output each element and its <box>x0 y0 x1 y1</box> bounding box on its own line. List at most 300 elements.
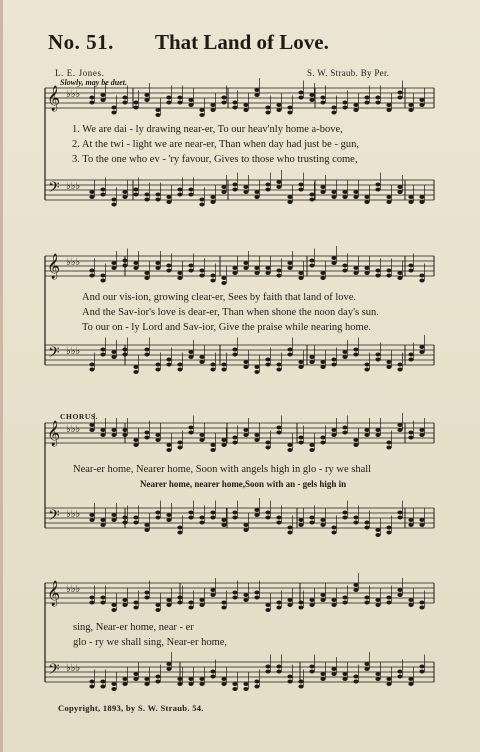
system-1-bass-note <box>177 193 182 197</box>
system-4-bass-note <box>375 677 380 681</box>
system-4-treble-note <box>342 596 347 600</box>
system-4-treble-note <box>221 601 226 605</box>
tempo-marking: Slowly, may be duet. <box>60 78 128 87</box>
system-4-bass-note <box>221 677 226 681</box>
system-3-bass-note <box>232 511 237 515</box>
system-3-bass-note <box>419 518 424 522</box>
system-4-treble-note <box>265 608 270 612</box>
system-1-treble-clef: 𝄞 <box>47 86 61 111</box>
system-2-bass-note <box>188 350 193 354</box>
system-3-treble-note <box>111 433 116 437</box>
system-3-bass-note <box>89 513 94 517</box>
system-4-treble-clef: 𝄞 <box>47 581 61 606</box>
system-3-treble-note <box>254 438 259 442</box>
system-1-treble-note <box>199 113 204 117</box>
system-1-bass-note <box>133 188 138 192</box>
system-1-bass-note <box>397 190 402 194</box>
system-2-treble-note <box>419 279 424 283</box>
system-3-bass-note <box>254 513 259 517</box>
system-4-treble-note <box>397 593 402 597</box>
system-2-bass-note <box>386 365 391 369</box>
system-3-treble-note <box>133 438 138 442</box>
system-1-treble-note <box>155 113 160 117</box>
system-2-treble-note <box>199 269 204 273</box>
system-3-bass-note <box>144 528 149 532</box>
system-3-treble-note <box>364 428 369 432</box>
system-4-bass-note <box>243 682 248 686</box>
system-3-bass-note <box>221 518 226 522</box>
system-3-treble-note <box>419 428 424 432</box>
system-3-bass-note <box>342 511 347 515</box>
system-2-bass-note <box>265 363 270 367</box>
system-2-treble-note <box>397 276 402 280</box>
system-4-bass-note <box>254 685 259 689</box>
system-4-treble-note <box>331 598 336 602</box>
system-3-bass-note <box>111 518 116 522</box>
system-3-bass-note <box>100 523 105 527</box>
chorus-label: CHORUS. <box>60 412 99 421</box>
system-4-bass-note <box>408 682 413 686</box>
system-1-treble-note <box>331 106 336 110</box>
system-1-bass-note <box>254 190 259 194</box>
system-3-treble-note <box>199 438 204 442</box>
system-3-treble-note <box>210 443 215 447</box>
system-3-bass-note <box>309 516 314 520</box>
system-2-bass-note <box>166 363 171 367</box>
system-2-treble-note <box>133 261 138 265</box>
system-4-bass-note <box>364 662 369 666</box>
system-1-bass-note <box>199 203 204 207</box>
system-1-treble-note <box>100 93 105 97</box>
system-1-treble-note <box>210 103 215 107</box>
system-3-treble-note <box>331 433 336 437</box>
system-2-bass-note <box>342 350 347 354</box>
system-2-treble-note <box>353 266 358 270</box>
system-4-treble-note <box>221 606 226 610</box>
system-2-treble-note <box>309 264 314 268</box>
system-2-treble-note <box>188 269 193 273</box>
system-2-treble-note <box>177 276 182 280</box>
system-4-bass-note <box>331 667 336 671</box>
system-2-bass-note <box>276 363 281 367</box>
system-1-bass-note <box>188 188 193 192</box>
system-4-treble-note <box>276 606 281 610</box>
system-4-treble-note <box>364 601 369 605</box>
system-1-treble-note <box>298 91 303 95</box>
copyright-line: Copyright, 1893, by S. W. Straub. 54. <box>58 703 204 713</box>
system-3-bass-note <box>320 518 325 522</box>
system-3-treble-note <box>320 441 325 445</box>
system-4-bass-note <box>144 682 149 686</box>
system-1-bass-note <box>375 188 380 192</box>
system-2-treble-note <box>100 279 105 283</box>
system-2-treble-note <box>265 271 270 275</box>
chorus-line-1-lower: Nearer home, nearer home,Soon with an - gels high in <box>140 479 347 489</box>
system-4-treble-note <box>111 603 116 607</box>
system-1-bass-note <box>100 193 105 197</box>
system-2-treble-note <box>364 266 369 270</box>
system-4-bass-note <box>232 687 237 691</box>
system-1-treble-note <box>221 96 226 100</box>
system-4-bass-note <box>309 670 314 674</box>
system-2-bass-note <box>232 348 237 352</box>
system-3-bass-note <box>309 521 314 525</box>
system-2-treble-note <box>309 259 314 263</box>
system-1-bass-note <box>133 193 138 197</box>
system-1-treble-note <box>232 106 237 110</box>
system-3-bass-note <box>287 531 292 535</box>
system-2-bass-note <box>188 355 193 359</box>
system-4-treble-note <box>100 596 105 600</box>
system-3-treble-note <box>243 428 248 432</box>
system-2-treble-note <box>111 261 116 265</box>
system-3-treble-note <box>221 443 226 447</box>
verse-2-line-2: And the Sav-ior's love is dear-er, Than when shone the noon day's sun. <box>82 307 379 318</box>
system-3-treble-note <box>177 441 182 445</box>
system-2-bass-note <box>364 363 369 367</box>
system-1-key-signature: ♭♭♭ <box>66 181 81 192</box>
system-2-treble-note <box>221 276 226 280</box>
system-2-treble-note <box>276 269 281 273</box>
system-4-bass-note <box>397 675 402 679</box>
system-4-bass-note <box>419 665 424 669</box>
system-1-treble-note <box>144 98 149 102</box>
system-3-bass-note <box>320 523 325 527</box>
system-2-treble-note <box>100 274 105 278</box>
system-1-treble-note <box>243 108 248 112</box>
system-4-bass-note <box>320 672 325 676</box>
system-3-treble-note <box>144 431 149 435</box>
verse-2-line-1: 2. At the twi - light we are near-er, Than when day had just be - gun, <box>72 139 359 150</box>
system-3-treble-note <box>309 448 314 452</box>
system-1-treble-note <box>155 108 160 112</box>
system-4-treble-note <box>276 601 281 605</box>
system-1-bass-note <box>166 200 171 204</box>
system-3-treble-note <box>375 428 380 432</box>
verse-1-line-2: And our vis-ion, growing clear-er, Sees by faith that land of love. <box>82 292 357 303</box>
system-3-bass-note <box>397 516 402 520</box>
system-2-bass-note <box>287 353 292 357</box>
system-4-bass-note <box>155 675 160 679</box>
system-4-bass-note <box>320 677 325 681</box>
system-3-treble-note <box>166 443 171 447</box>
system-2-treble-note <box>276 274 281 278</box>
system-1-treble-note <box>122 96 127 100</box>
system-3-bass-note <box>364 526 369 530</box>
system-1-treble-note <box>353 103 358 107</box>
system-2-treble-note <box>177 271 182 275</box>
system-1-bass-note <box>364 200 369 204</box>
chorus-line-1-upper: Near-er home, Nearer home, Soon with angels high in glo - ry we shall <box>73 464 372 475</box>
system-4-bass-note <box>254 680 259 684</box>
system-4-bass-note <box>375 672 380 676</box>
system-1-treble-note <box>375 96 380 100</box>
system-3-treble-note <box>287 443 292 447</box>
verse-3-line-1: 3. To the one who ev - 'ry favour, Gives to those who trusting come, <box>72 154 358 165</box>
system-1-bass-note <box>221 190 226 194</box>
system-2-bass-note <box>144 348 149 352</box>
system-4-treble-note <box>155 608 160 612</box>
system-1-treble-note <box>364 96 369 100</box>
system-2-bass-note <box>199 360 204 364</box>
system-4-treble-note <box>89 596 94 600</box>
system-3-bass-note <box>177 526 182 530</box>
system-4-treble-note <box>144 596 149 600</box>
system-4-treble-note <box>254 591 259 595</box>
system-3-treble-note <box>276 426 281 430</box>
system-2-treble-note <box>342 269 347 273</box>
system-4-key-signature: ♭♭♭ <box>66 584 81 595</box>
system-3-treble-note <box>386 441 391 445</box>
system-2-treble-note <box>210 274 215 278</box>
system-1-treble-note <box>89 101 94 105</box>
system-4-bass-note <box>342 672 347 676</box>
system-3-treble-note <box>232 436 237 440</box>
system-1-bass-note <box>122 190 127 194</box>
system-1-treble-note <box>309 98 314 102</box>
system-2-bass-note <box>243 360 248 364</box>
system-3-treble-note <box>397 423 402 427</box>
composer-credit: S. W. Straub. By Per. <box>307 68 390 78</box>
system-2-treble-note <box>166 264 171 268</box>
chorus-line-2-upper: sing, Near-er home, near - er <box>73 622 194 633</box>
system-2-bass-note <box>122 353 127 357</box>
system-3-bass-note <box>386 531 391 535</box>
system-2-bass-note <box>111 355 116 359</box>
system-1-bass-note <box>199 198 204 202</box>
system-3-bass-note <box>166 513 171 517</box>
system-3-treble-note <box>155 438 160 442</box>
system-3-treble-note <box>144 436 149 440</box>
system-4-treble-note <box>177 596 182 600</box>
system-4-bass-note <box>122 677 127 681</box>
system-3-treble-note <box>89 423 94 427</box>
system-2-bass-note <box>419 350 424 354</box>
system-2-treble-note <box>133 266 138 270</box>
system-4-treble-note <box>166 598 171 602</box>
system-1-bass-note <box>144 198 149 202</box>
system-2-bass-note <box>353 348 358 352</box>
system-2-bass-note <box>419 345 424 349</box>
system-1-bass-note <box>342 195 347 199</box>
system-1-bass-note <box>298 188 303 192</box>
system-4-bass-note <box>298 685 303 689</box>
system-3-treble-note <box>232 441 237 445</box>
system-3-bass-note <box>188 511 193 515</box>
system-2-treble-note <box>122 264 127 268</box>
system-3-bass-note <box>199 516 204 520</box>
system-4-bass-note <box>243 687 248 691</box>
system-4-bass-note <box>276 670 281 674</box>
system-4-treble-note <box>364 596 369 600</box>
system-1-treble-note <box>320 101 325 105</box>
system-2-bass-note <box>221 363 226 367</box>
system-1-bass-note <box>232 188 237 192</box>
system-3-bass-note <box>221 523 226 527</box>
system-4-treble-note <box>243 593 248 597</box>
system-2-key-signature: ♭♭♭ <box>66 257 81 268</box>
system-1-bass-note <box>210 195 215 199</box>
system-2-bass-note <box>397 368 402 372</box>
system-2-treble-note <box>155 266 160 270</box>
system-2-bass-note <box>408 353 413 357</box>
system-3-treble-note <box>320 436 325 440</box>
system-3-bass-note <box>287 526 292 530</box>
system-4-bass-note <box>111 687 116 691</box>
system-2-treble-note <box>364 271 369 275</box>
system-3-key-signature: ♭♭♭ <box>66 509 81 520</box>
system-4-treble-note <box>419 601 424 605</box>
system-2-treble-note <box>89 269 94 273</box>
system-1-bass-clef: 𝄢 <box>48 179 60 200</box>
system-1-treble-note <box>177 101 182 105</box>
system-2-treble-note <box>375 269 380 273</box>
system-1-bass-note <box>408 195 413 199</box>
system-2-treble-note <box>342 264 347 268</box>
system-3-treble-note <box>386 446 391 450</box>
system-1-bass-note <box>298 183 303 187</box>
system-2-bass-note <box>89 368 94 372</box>
system-3-bass-note <box>133 521 138 525</box>
system-3-treble-note <box>177 446 182 450</box>
system-1-bass-note <box>111 198 116 202</box>
system-1-treble-note <box>144 93 149 97</box>
system-1-bass-note <box>276 185 281 189</box>
system-3-bass-note <box>408 518 413 522</box>
system-2-bass-note <box>100 348 105 352</box>
system-1-bass-note <box>320 190 325 194</box>
system-2-bass-note <box>276 368 281 372</box>
system-1-treble-note <box>287 111 292 115</box>
system-2-treble-note <box>89 274 94 278</box>
system-3-treble-note <box>419 433 424 437</box>
system-2-treble-note <box>386 274 391 278</box>
system-1-treble-note <box>276 103 281 107</box>
system-4-treble-note <box>188 601 193 605</box>
system-4-bass-note <box>155 680 160 684</box>
system-1-treble-note <box>276 108 281 112</box>
system-1-treble-note <box>342 101 347 105</box>
system-3-bass-note <box>254 508 259 512</box>
system-2-bass-note <box>210 363 215 367</box>
system-3-bass-note <box>276 516 281 520</box>
system-4-treble-note <box>408 603 413 607</box>
system-3-bass-note <box>298 523 303 527</box>
system-1-key-signature: ♭♭♭ <box>66 89 81 100</box>
system-2-treble-note <box>298 271 303 275</box>
system-1-bass-note <box>320 185 325 189</box>
system-2-bass-note <box>89 363 94 367</box>
system-2-bass-note <box>331 363 336 367</box>
system-3-treble-note <box>188 426 193 430</box>
system-4-treble-note <box>331 603 336 607</box>
system-3-bass-note <box>133 516 138 520</box>
system-2-bass-note <box>364 368 369 372</box>
system-4-treble-note <box>309 598 314 602</box>
system-3-treble-note <box>155 433 160 437</box>
system-2-treble-note <box>254 271 259 275</box>
system-3-bass-clef: 𝄢 <box>48 507 60 528</box>
system-3-bass-note <box>276 521 281 525</box>
system-1-treble-note <box>408 103 413 107</box>
system-1-bass-note <box>254 195 259 199</box>
system-3-bass-note <box>243 528 248 532</box>
system-2-treble-note <box>122 259 127 263</box>
system-2-treble-note <box>210 279 215 283</box>
system-3-bass-note <box>210 511 215 515</box>
system-1-treble-note <box>210 108 215 112</box>
system-2-bass-note <box>144 353 149 357</box>
system-3-treble-note <box>298 441 303 445</box>
system-4-bass-note <box>221 682 226 686</box>
system-3-treble-note <box>375 433 380 437</box>
system-3-bass-note <box>265 516 270 520</box>
system-3-treble-note <box>408 436 413 440</box>
system-2-bass-note <box>111 350 116 354</box>
system-3-bass-note <box>408 523 413 527</box>
system-2-treble-note <box>397 271 402 275</box>
system-1-bass-note <box>155 193 160 197</box>
system-3-treble-note <box>364 433 369 437</box>
system-1-treble-note <box>243 103 248 107</box>
hymn-title: That Land of Love. <box>155 30 329 54</box>
system-2-bass-note <box>100 353 105 357</box>
system-4-treble-note <box>265 603 270 607</box>
system-4-treble-note <box>89 601 94 605</box>
system-2-treble-note <box>199 274 204 278</box>
system-3-treble-note <box>111 428 116 432</box>
system-3-bass-note <box>188 516 193 520</box>
system-2-bass-note <box>122 348 127 352</box>
system-4-treble-note <box>133 601 138 605</box>
system-2-bass-note <box>375 358 380 362</box>
system-4-treble-note <box>122 603 127 607</box>
system-2-treble-note <box>320 271 325 275</box>
system-1-treble-note <box>122 101 127 105</box>
system-1-bass-note <box>331 195 336 199</box>
system-3-bass-note <box>298 518 303 522</box>
system-4-treble-note <box>287 598 292 602</box>
system-3-treble-note <box>243 433 248 437</box>
system-2-treble-note <box>243 261 248 265</box>
system-2-bass-note <box>221 368 226 372</box>
system-3-bass-note <box>331 531 336 535</box>
system-1-treble-note <box>177 96 182 100</box>
system-2-bass-note <box>386 360 391 364</box>
system-2-bass-note <box>397 363 402 367</box>
system-3-bass-note <box>100 518 105 522</box>
system-3-treble-note <box>397 428 402 432</box>
system-2-bass-note <box>320 360 325 364</box>
system-1-bass-note <box>353 190 358 194</box>
system-1-bass-note <box>331 190 336 194</box>
system-2-treble-note <box>298 276 303 280</box>
system-4-treble-note <box>320 598 325 602</box>
system-1-treble-note <box>254 93 259 97</box>
system-1-bass-note <box>276 180 281 184</box>
system-3-bass-note <box>375 528 380 532</box>
system-1-bass-note <box>309 198 314 202</box>
system-4-treble-note <box>254 596 259 600</box>
system-2-treble-note <box>232 266 237 270</box>
system-1-bass-note <box>89 190 94 194</box>
system-1-bass-note <box>221 185 226 189</box>
system-1-treble-note <box>331 111 336 115</box>
system-4-bass-note <box>199 682 204 686</box>
system-2-treble-note <box>254 266 259 270</box>
system-3-treble-note <box>276 431 281 435</box>
system-1-bass-note <box>144 193 149 197</box>
